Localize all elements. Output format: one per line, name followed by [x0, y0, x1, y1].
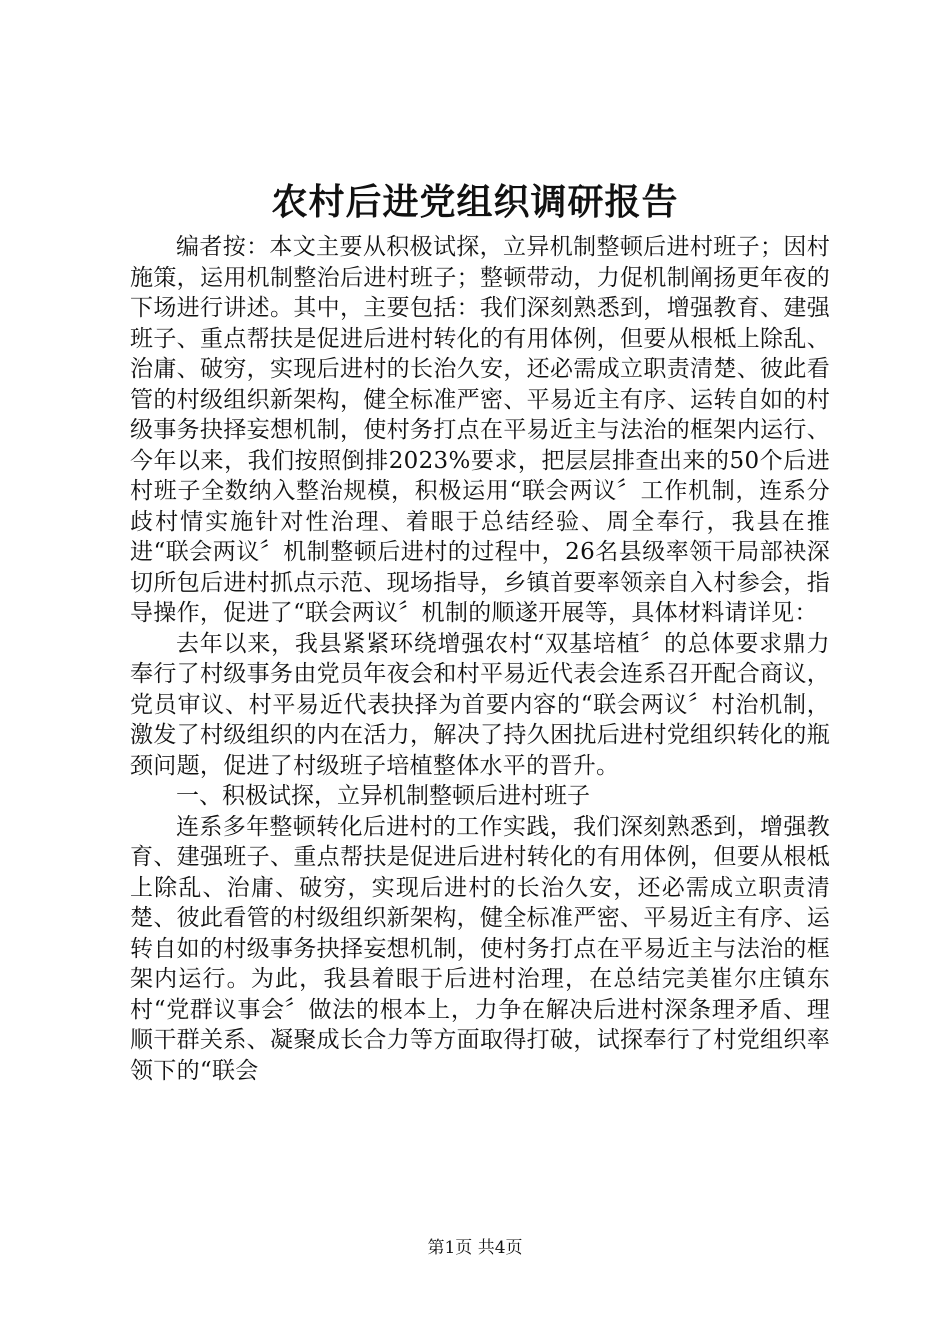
document-body [130, 232, 830, 1086]
page-title: 农村后进党组织调研报告 [271, 181, 679, 223]
page-number-footer: 第1页 共4页 [427, 1238, 523, 1258]
intro-paragraph: 去年以来，我县紧紧环绕增强农村“双基培植〞的总体要求鼎力奉行了村级事务由党员年夜会和村平易近代表会连系召开配合商议，党员审议、村平易近代表抉择为首要内容的“联会两议〞村治机制，激发了村级组织的内在活力，解决了持久困扰后进村党组织转化的瓶颈问题，促进了村级班子培植整体水平的晋升。 [130, 630, 830, 779]
editor-note-paragraph: 编者按：本文主要从积极试探，立异机制整顿后进村班子；因村施策，运用机制整治后进村班子；整顿带动，力促机制阐扬更年夜的下场进行讲述。其中，主要包括：我们深刻熟悉到，增强教育、建强班子、重点帮扶是促进后进村转化的有用体例，但要从根柢上除乱、治庸、破穷，实现后进村的长治久安，还必需成立职责清楚、彼此看管的村级组织新架构，健全标准严密、平易近主有序、运转自如的村级事务抉择妄想机制，使村务打点在平易近主与法治的框架内运行、今年以来，我们按照倒排2023%要求，把层层排查出来的50个后进村班子全数纳入整治规模，积极运用“联会两议〞工作机制，连系分歧村情实施针对性治理、着眼于总结经验、周全奉行，我县在推进“联会两议〞机制整顿后进村的过程中，26名县级率领干局部袂深切所包后进村抓点示范、现场指导，乡镇首要率领亲自入村参会，指导操作，促进了“联会两议〞机制的顺遂开展等，具体材料请详见： [130, 234, 830, 626]
section-heading: 一、积极试探，立异机制整顿后进村班子 [176, 783, 590, 809]
section-paragraph: 连系多年整顿转化后进村的工作实践，我们深刻熟悉到，增强教育、建强班子、重点帮扶是促进后进村转化的有用体例，但要从根柢上除乱、治庸、破穷，实现后进村的长治久安，还必需成立职责清楚、彼此看管的村级组织新架构，健全标准严密、平易近主有序、运转自如的村级事务抉择妄想机制，使村务打点在平易近主与法治的框架内运行。为此，我县着眼于后进村治理，在总结完美崔尔庄镇东村“党群议事会〞做法的根本上，力争在解决后进村深条理矛盾、理顺干群关系、凝聚成长合力等方面取得打破，试探奉行了村党组织率领下的“联会 [130, 813, 830, 1084]
